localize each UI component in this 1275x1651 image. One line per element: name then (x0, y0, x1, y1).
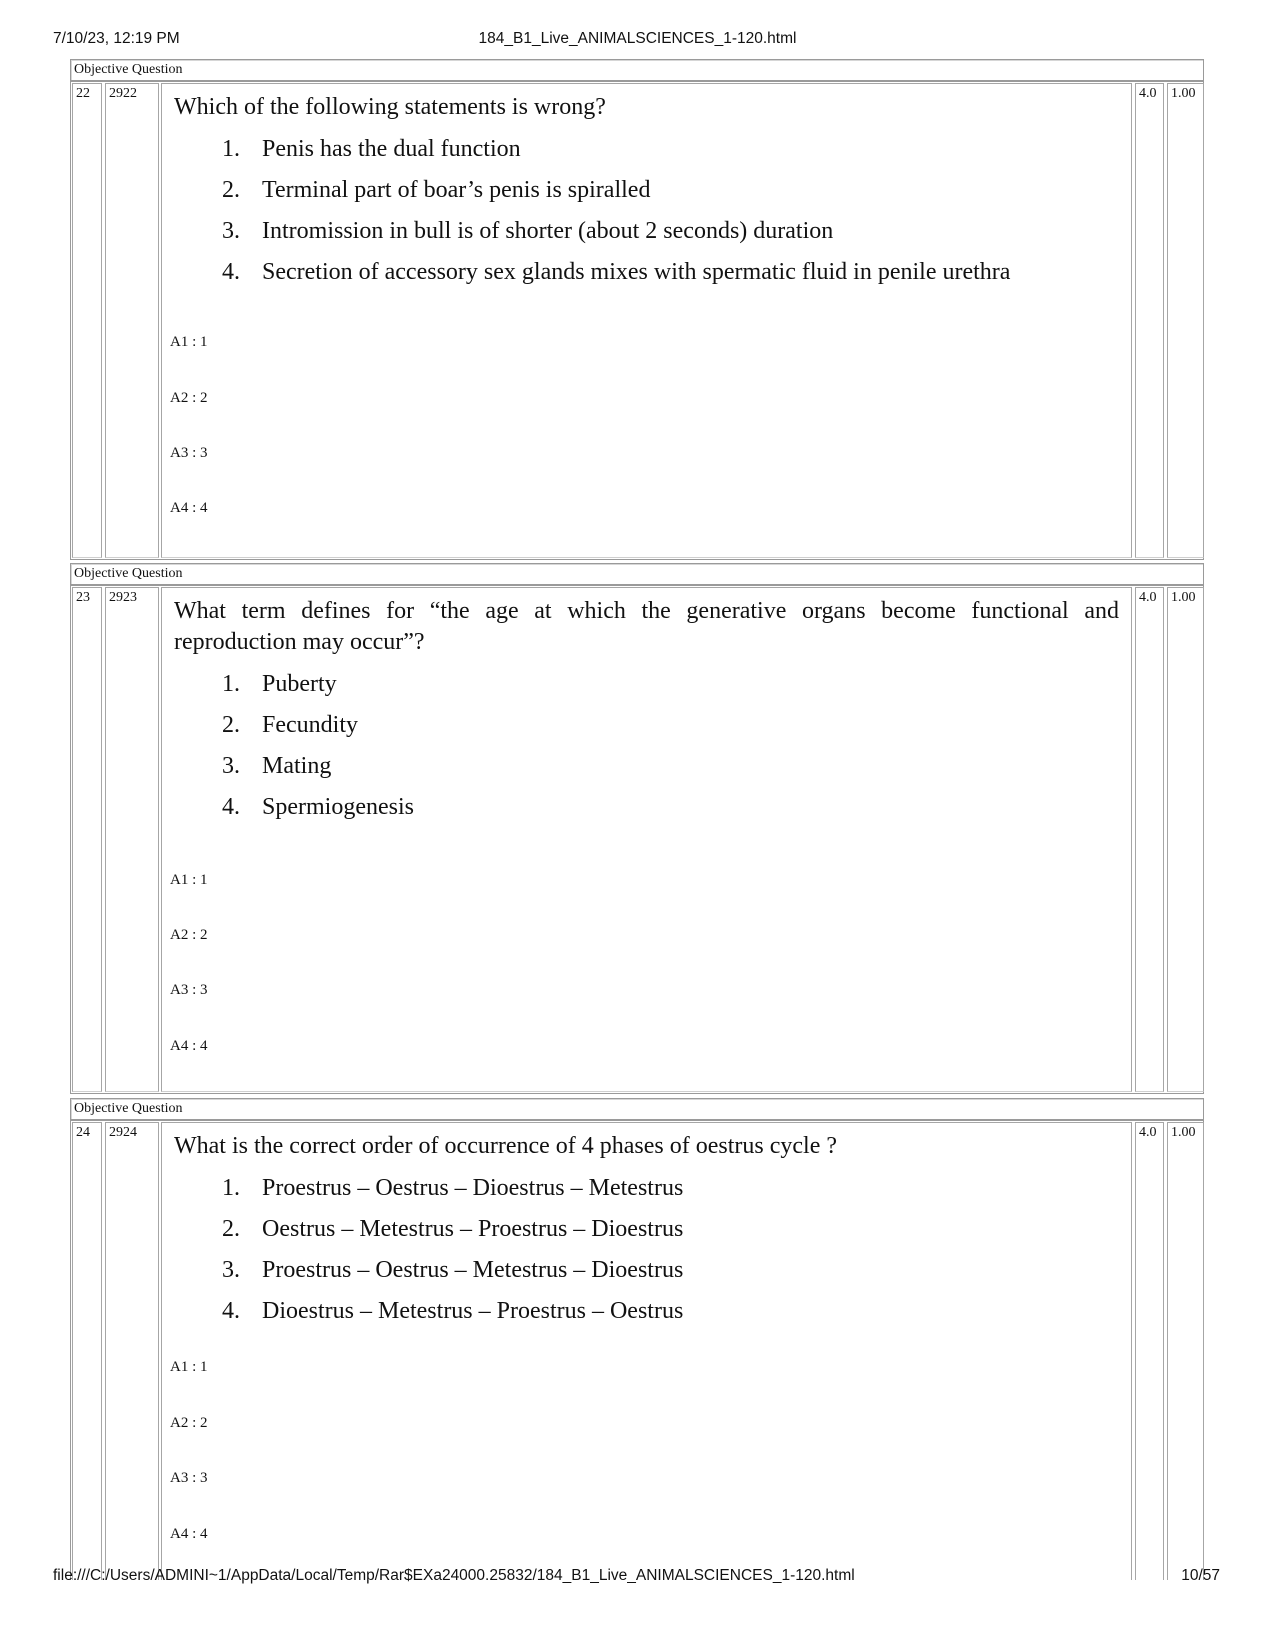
print-footer-page-number: 10/57 (1181, 1567, 1220, 1584)
answer-choice: A1 : 1 (170, 872, 208, 888)
option-number: 2. (222, 1216, 240, 1242)
option-list (202, 1168, 683, 1332)
option-item (202, 1209, 683, 1250)
option-text: Puberty (262, 671, 337, 697)
answer-choice: A3 : 3 (170, 982, 208, 998)
question-marks: 4.0 (1135, 83, 1164, 558)
option-item (202, 787, 414, 828)
question-negative-marks: 1.00 (1167, 1122, 1204, 1580)
option-number: 3. (222, 218, 240, 244)
option-number: 2. (222, 712, 240, 738)
question-body (161, 83, 1132, 558)
print-header-datetime: 7/10/23, 12:19 PM (53, 30, 180, 47)
option-text: Dioestrus – Metestrus – Proestrus – Oestrus (262, 1298, 684, 1324)
option-number: 1. (222, 1175, 240, 1201)
answer-choice: A2 : 2 (170, 390, 208, 406)
option-item (202, 705, 414, 746)
question-type-label: Objective Question (70, 563, 1204, 585)
option-number: 2. (222, 177, 240, 203)
question-negative-marks: 1.00 (1167, 587, 1204, 1092)
option-number: 4. (222, 259, 240, 285)
option-text: Oestrus – Metestrus – Proestrus – Dioestrus (262, 1216, 684, 1242)
question-text: What is the correct order of occurrence of 4 phases of oestrus cycle ? (174, 1133, 838, 1159)
question-marks: 4.0 (1135, 1122, 1164, 1580)
option-text: Terminal part of boar’s penis is spiralled (262, 177, 651, 203)
answer-choice: A4 : 4 (170, 1526, 208, 1542)
option-item (202, 129, 1010, 170)
option-item (202, 664, 414, 705)
print-header-title: 184_B1_Live_ANIMALSCIENCES_1-120.html (478, 30, 797, 47)
answer-choice: A3 : 3 (170, 445, 208, 461)
option-item (202, 211, 1010, 252)
option-item (202, 1291, 683, 1332)
question-serial-number: 22 (72, 83, 102, 558)
option-text: Intromission in bull is of shorter (about 2 seconds) duration (262, 218, 834, 244)
question-serial-number: 23 (72, 587, 102, 1092)
option-text: Penis has the dual function (262, 136, 521, 162)
option-number: 1. (222, 136, 240, 162)
option-number: 4. (222, 794, 240, 820)
option-number: 4. (222, 1298, 240, 1324)
print-footer-file-path: file:///C:/Users/ADMINI~1/AppData/Local/Temp/Rar$EXa24000.25832/184_B1_Live_ANIMALSCIENCES_1-120.html (53, 1567, 855, 1584)
question-serial-number: 24 (72, 1122, 102, 1580)
option-text: Spermiogenesis (262, 794, 414, 820)
answer-choice: A2 : 2 (170, 927, 208, 943)
answer-choice: A1 : 1 (170, 334, 208, 350)
answer-choice: A3 : 3 (170, 1470, 208, 1486)
option-text: Fecundity (262, 712, 358, 738)
question-text: What term defines for “the age at which the generative organs become functional and reproduction may occur”? (174, 598, 1119, 655)
answer-choice: A2 : 2 (170, 1415, 208, 1431)
answer-choice: A4 : 4 (170, 500, 208, 516)
option-text: Secretion of accessory sex glands mixes with spermatic fluid in penile urethra (262, 259, 1011, 285)
question-body (161, 1122, 1132, 1580)
question-negative-marks: 1.00 (1167, 83, 1204, 558)
option-item (202, 746, 414, 787)
answer-choice: A1 : 1 (170, 1359, 208, 1375)
question-id: 2923 (105, 587, 159, 1092)
question-body (161, 587, 1132, 1092)
option-item (202, 252, 1010, 293)
option-list (202, 129, 1010, 293)
option-number: 3. (222, 753, 240, 779)
option-text: Mating (262, 753, 332, 779)
answer-choice: A4 : 4 (170, 1038, 208, 1054)
option-item (202, 1168, 683, 1209)
option-text: Proestrus – Oestrus – Metestrus – Dioestrus (262, 1257, 684, 1283)
option-list (202, 664, 414, 828)
option-text: Proestrus – Oestrus – Dioestrus – Metestrus (262, 1175, 684, 1201)
question-id: 2922 (105, 83, 159, 558)
option-item (202, 170, 1010, 211)
question-id: 2924 (105, 1122, 159, 1580)
question-marks: 4.0 (1135, 587, 1164, 1092)
question-text: Which of the following statements is wrong? (174, 94, 606, 120)
option-number: 3. (222, 1257, 240, 1283)
question-type-label: Objective Question (70, 1098, 1204, 1120)
option-number: 1. (222, 671, 240, 697)
option-item (202, 1250, 683, 1291)
question-type-label: Objective Question (70, 59, 1204, 81)
